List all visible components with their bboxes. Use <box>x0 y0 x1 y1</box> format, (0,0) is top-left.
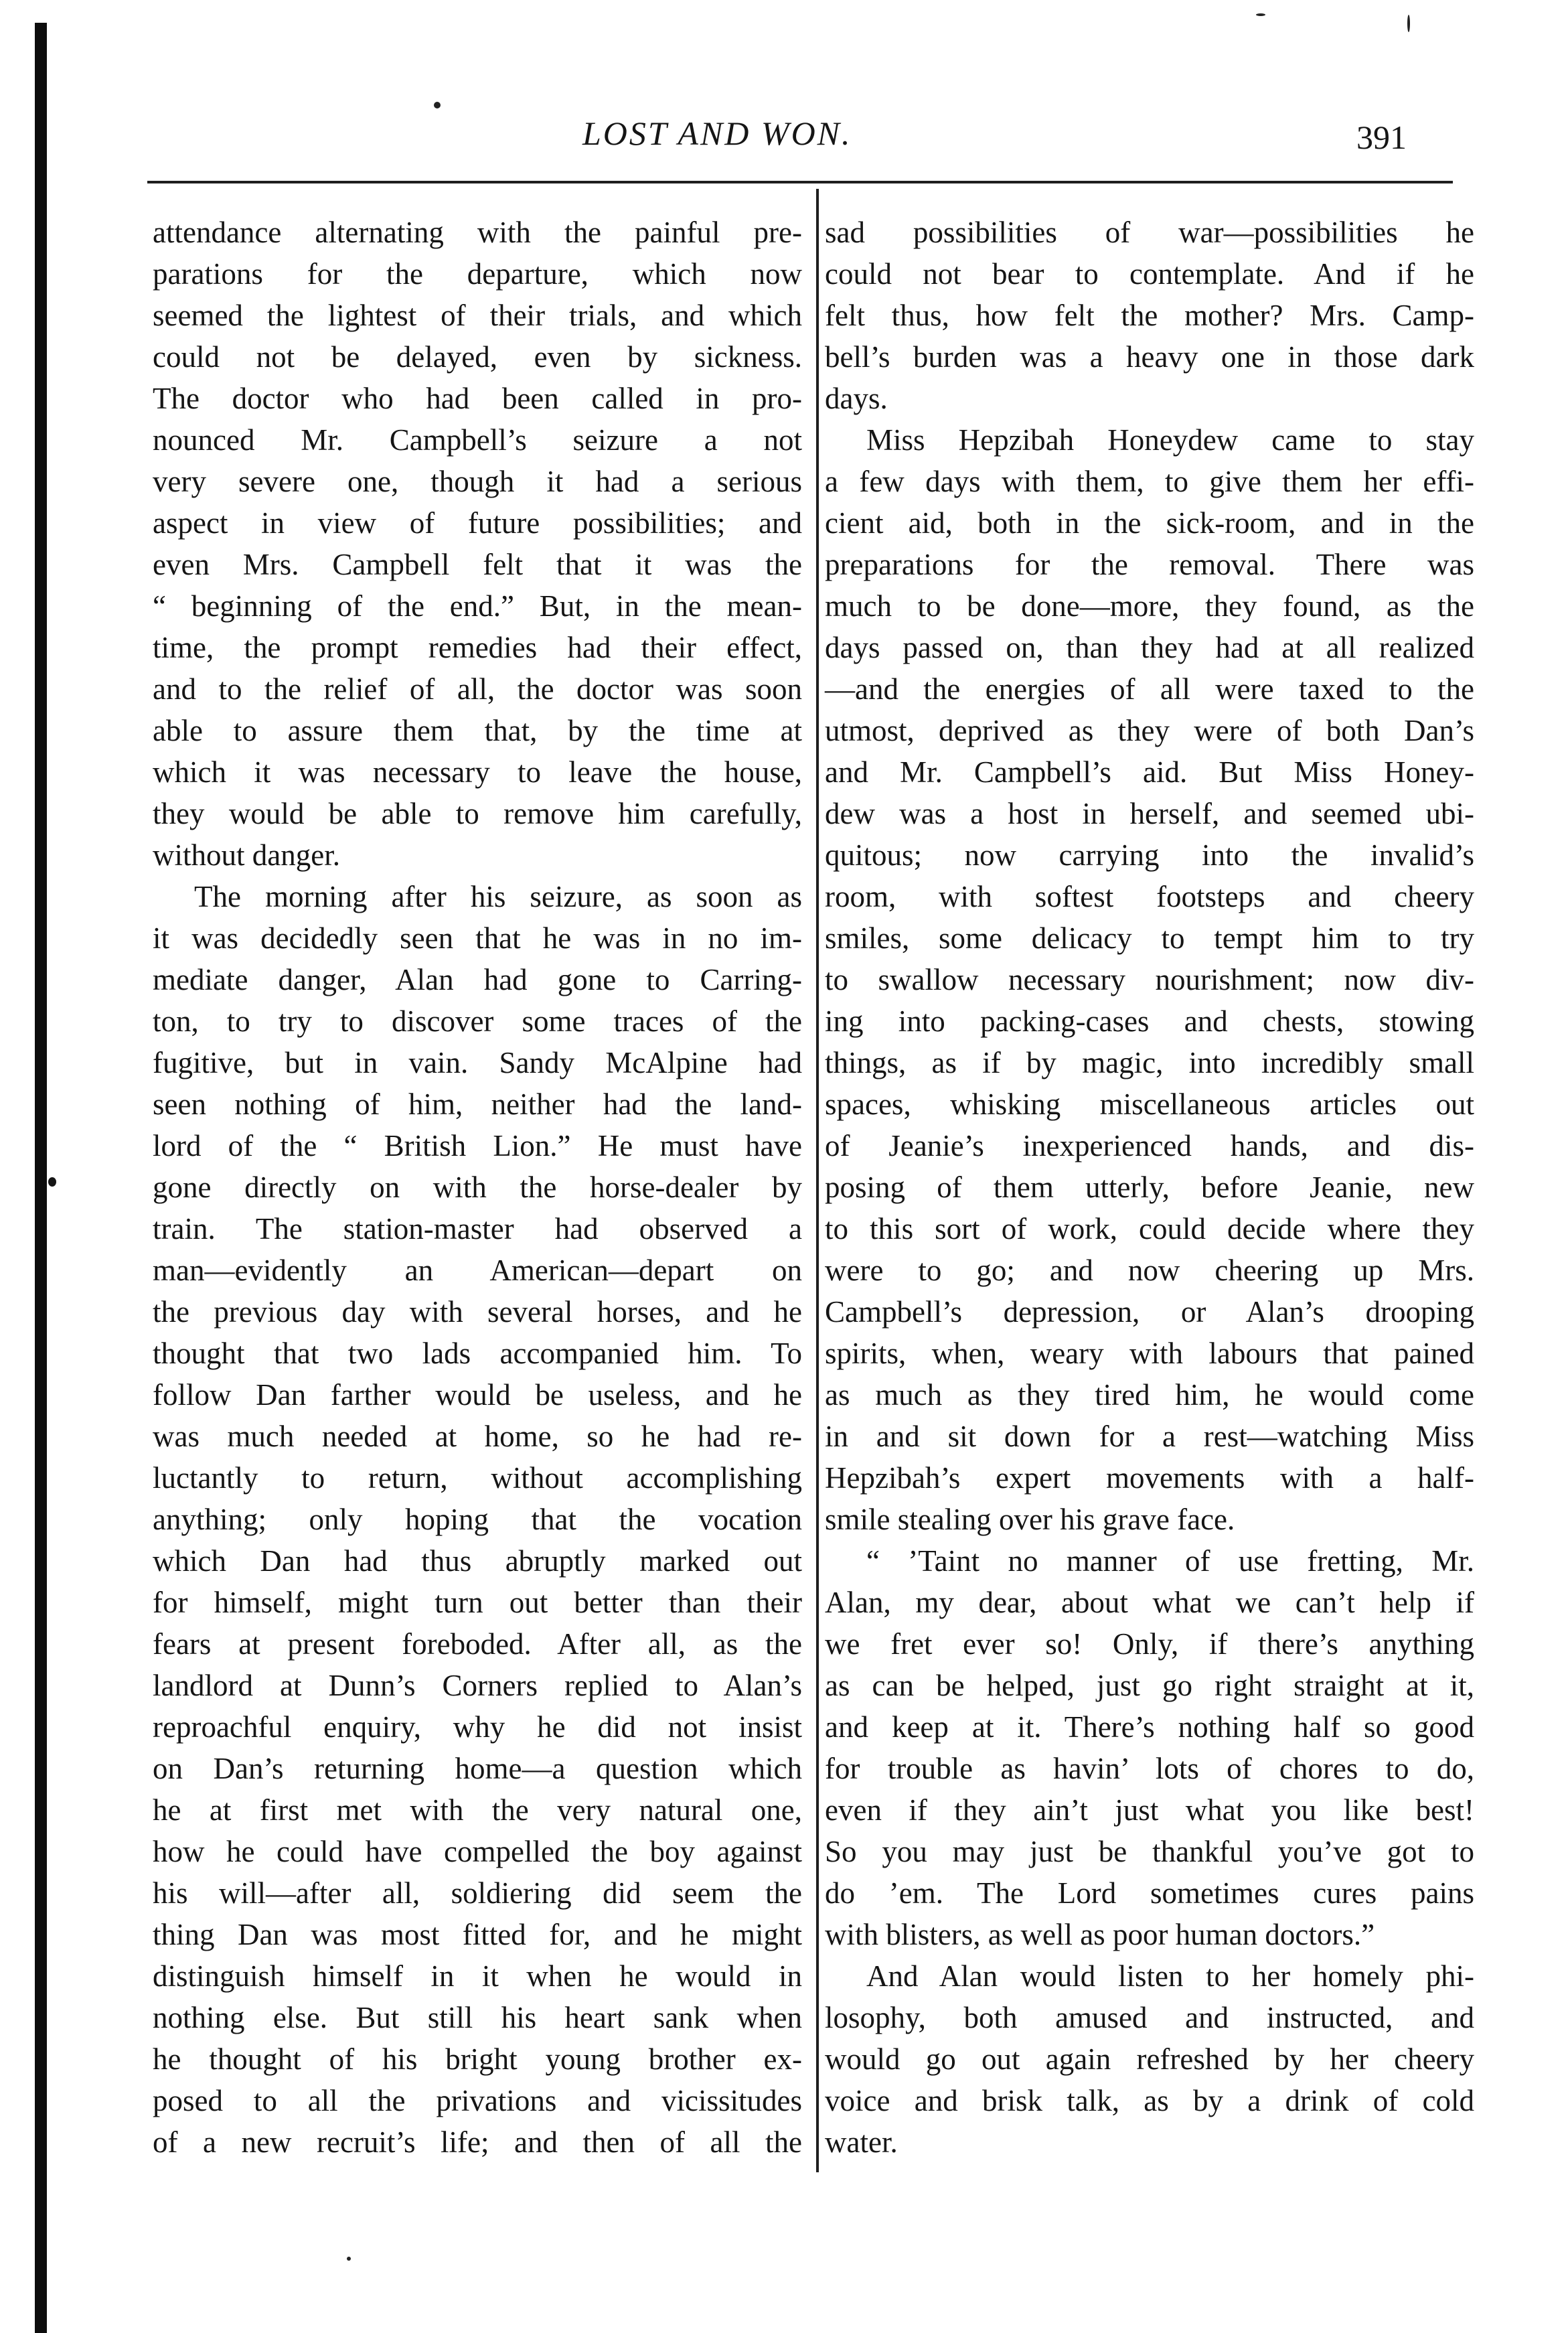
text-line: aspect in view of future possibilities; and <box>153 506 802 540</box>
text-line: losophy, both amused and instructed, and <box>825 2001 1474 2034</box>
text-line: room, with softest footsteps and cheery <box>825 880 1474 913</box>
text-line: days passed on, than they had at all realized <box>825 631 1474 664</box>
text-line: of Jeanie’s inexperienced hands, and dis- <box>825 1129 1474 1162</box>
text-line: train. The station-master had observed a <box>153 1212 802 1246</box>
text-line: Campbell’s depression, or Alan’s drooping <box>825 1295 1474 1329</box>
text-line: in and sit down for a rest—watching Miss <box>825 1420 1474 1453</box>
column-divider <box>816 189 819 2172</box>
text-line: spaces, whisking miscellaneous articles out <box>825 1087 1474 1121</box>
text-line: seemed the lightest of their trials, and which <box>153 299 802 332</box>
text-line: on Dan’s returning home—a question which <box>153 1752 802 1785</box>
text-line: sad possibilities of war—possibilities he <box>825 216 1474 249</box>
text-line: fears at present foreboded. After all, as the <box>153 1627 802 1661</box>
text-line: anything; only hoping that the vocation <box>153 1503 802 1536</box>
text-line: gone directly on with the horse-dealer by <box>153 1171 802 1204</box>
text-line: as much as they tired him, he would come <box>825 1378 1474 1412</box>
print-speck <box>1256 13 1265 16</box>
text-line: bell’s burden was a heavy one in those dark <box>825 340 1474 374</box>
text-line: quitous; now carrying into the invalid’s <box>825 838 1474 872</box>
text-line: time, the prompt remedies had their effect, <box>153 631 802 664</box>
text-line: luctantly to return, without accomplishing <box>153 1461 802 1495</box>
text-line: Hepzibah’s expert movements with a half- <box>825 1461 1474 1495</box>
text-line: could not bear to contemplate. And if he <box>825 257 1474 291</box>
text-line: they would be able to remove him carefully, <box>153 797 802 830</box>
text-line: man—evidently an American—depart on <box>153 1254 802 1287</box>
text-line: able to assure them that, by the time at <box>153 714 802 747</box>
text-line: preparations for the removal. There was <box>825 548 1474 581</box>
text-line: to this sort of work, could decide where they <box>825 1212 1474 1246</box>
running-head <box>0 107 1568 167</box>
text-line: his will—after all, soldiering did seem the <box>153 1876 802 1910</box>
text-line: parations for the departure, which now <box>153 257 802 291</box>
text-line: dew was a host in herself, and seemed ubi- <box>825 797 1474 830</box>
text-line: reproachful enquiry, why he did not insist <box>153 1710 802 1744</box>
text-line: even Mrs. Campbell felt that it was the <box>153 548 802 581</box>
text-line: utmost, deprived as they were of both Dan’s <box>825 714 1474 747</box>
page-number: 391 <box>1356 119 1407 156</box>
text-line: a few days with them, to give them her effi- <box>825 465 1474 498</box>
text-line: The doctor who had been called in pro- <box>153 382 802 415</box>
text-line: fugitive, but in vain. Sandy McAlpine had <box>153 1046 802 1079</box>
text-line: thing Dan was most fitted for, and he might <box>153 1918 802 1951</box>
text-line: follow Dan farther would be useless, and he <box>153 1378 802 1412</box>
text-line: felt thus, how felt the mother? Mrs. Camp- <box>825 299 1474 332</box>
text-line: and to the relief of all, the doctor was soon <box>153 672 802 706</box>
left-column <box>153 212 802 2163</box>
text-line: very severe one, though it had a serious <box>153 465 802 498</box>
text-line: smile stealing over his grave face. <box>825 1503 1235 1536</box>
text-line: the previous day with several horses, and he <box>153 1295 802 1329</box>
text-line: —and the energies of all were taxed to the <box>825 672 1474 706</box>
text-line: which it was necessary to leave the house, <box>153 755 802 789</box>
text-line: attendance alternating with the painful pre- <box>153 216 802 249</box>
text-line: to swallow necessary nourishment; now div- <box>825 963 1474 996</box>
text-line: could not be delayed, even by sickness. <box>153 340 802 374</box>
text-line: much to be done—more, they found, as the <box>825 589 1474 623</box>
text-line: without danger. <box>153 838 340 872</box>
text-line: seen nothing of him, neither had the land- <box>153 1087 802 1121</box>
text-line: nounced Mr. Campbell’s seizure a not <box>153 423 802 457</box>
text-line: Alan, my dear, about what we can’t help if <box>825 1586 1474 1619</box>
text-line: distinguish himself in it when he would in <box>153 1959 802 1993</box>
print-speck <box>347 2257 351 2261</box>
text-line: as can be helped, just go right straight at it, <box>825 1669 1474 1702</box>
text-line: would go out again refreshed by her cheery <box>825 2042 1474 2076</box>
text-line: lord of the “ British Lion.” He must have <box>153 1129 802 1162</box>
text-line: posing of them utterly, before Jeanie, new <box>825 1171 1474 1204</box>
text-line: how he could have compelled the boy against <box>153 1835 802 1868</box>
print-speck <box>1407 15 1410 32</box>
header-rule <box>147 181 1453 183</box>
text-line: we fret ever so! Only, if there’s anything <box>825 1627 1474 1661</box>
text-line: nothing else. But still his heart sank when <box>153 2001 802 2034</box>
text-line: and keep at it. There’s nothing half so good <box>825 1710 1474 1744</box>
text-line: And Alan would listen to her homely phi- <box>866 1959 1474 1993</box>
text-line: do ’em. The Lord sometimes cures pains <box>825 1876 1474 1910</box>
text-line: spirits, when, weary with labours that pained <box>825 1337 1474 1370</box>
text-line: it was decidedly seen that he was in no im- <box>153 921 802 955</box>
right-column <box>825 212 1474 2163</box>
running-title: LOST AND WON. <box>582 115 852 152</box>
text-line: voice and brisk talk, as by a drink of cold <box>825 2084 1474 2117</box>
text-line: he thought of his bright young brother ex- <box>153 2042 802 2076</box>
text-line: ton, to try to discover some traces of the <box>153 1004 802 1038</box>
text-line: “ beginning of the end.” But, in the mean- <box>153 589 802 623</box>
text-line: smiles, some delicacy to tempt him to try <box>825 921 1474 955</box>
text-line: for trouble as havin’ lots of chores to do, <box>825 1752 1474 1785</box>
binding-mark <box>48 1177 56 1187</box>
text-line: thought that two lads accompanied him. To <box>153 1337 802 1370</box>
text-line: with blisters, as well as poor human doctors.” <box>825 1918 1375 1951</box>
text-line: “ ’Taint no manner of use fretting, Mr. <box>866 1544 1474 1578</box>
text-line: The morning after his seizure, as soon as <box>194 880 802 913</box>
page-binding-edge <box>35 23 47 2333</box>
text-line: So you may just be thankful you’ve got to <box>825 1835 1474 1868</box>
text-line: things, as if by magic, into incredibly small <box>825 1046 1474 1079</box>
text-line: was much needed at home, so he had re- <box>153 1420 802 1453</box>
text-line: he at first met with the very natural one, <box>153 1793 802 1827</box>
text-line: and Mr. Campbell’s aid. But Miss Honey- <box>825 755 1474 789</box>
text-line: which Dan had thus abruptly marked out <box>153 1544 802 1578</box>
text-line: landlord at Dunn’s Corners replied to Alan’s <box>153 1669 802 1702</box>
text-line: Miss Hepzibah Honeydew came to stay <box>866 423 1474 457</box>
text-line: days. <box>825 382 888 415</box>
text-line: were to go; and now cheering up Mrs. <box>825 1254 1474 1287</box>
text-line: ing into packing-cases and chests, stowing <box>825 1004 1474 1038</box>
text-line: for himself, might turn out better than their <box>153 1586 802 1619</box>
text-line: mediate danger, Alan had gone to Carring- <box>153 963 802 996</box>
text-line: water. <box>825 2125 898 2159</box>
text-line: of a new recruit’s life; and then of all the <box>153 2125 802 2159</box>
text-line: cient aid, both in the sick-room, and in the <box>825 506 1474 540</box>
text-line: even if they ain’t just what you like best! <box>825 1793 1474 1827</box>
text-line: posed to all the privations and vicissitudes <box>153 2084 802 2117</box>
